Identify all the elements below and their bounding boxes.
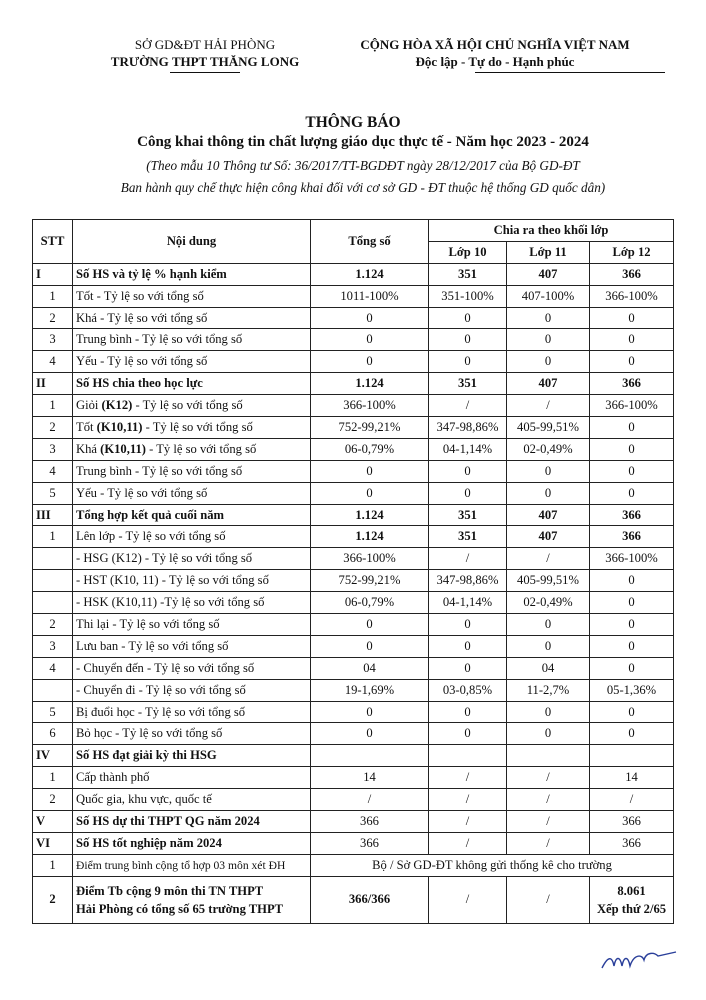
content-text: - Tỷ lệ so với tổng số xyxy=(142,419,253,434)
cell-g10: 0 xyxy=(429,701,507,723)
cell-content: Tổng hợp kết quả cuối năm xyxy=(73,504,311,526)
cell-total: 0 xyxy=(311,307,429,329)
nation-motto: Độc lập - Tự do - Hạnh phúc xyxy=(415,54,575,69)
cell-stt xyxy=(33,548,73,570)
cell-total: 06-0,79% xyxy=(311,438,429,460)
cell-stt: 2 xyxy=(33,789,73,811)
cell-g10: / xyxy=(429,811,507,833)
table-row xyxy=(33,263,674,285)
cell-g12: 0 xyxy=(590,614,674,636)
content-line: Điểm Tb cộng 9 môn thi TN THPT xyxy=(76,883,264,898)
cell-g12 xyxy=(590,876,674,923)
cell-g10: 351 xyxy=(429,526,507,548)
cell-g10: 0 xyxy=(429,460,507,482)
cell-stt: 2 xyxy=(33,614,73,636)
cell-g12: 0 xyxy=(590,482,674,504)
cell-stt: 3 xyxy=(33,329,73,351)
cell-g12: 0 xyxy=(590,657,674,679)
cell-g10: 04-1,14% xyxy=(429,592,507,614)
cell-g12: 05-1,36% xyxy=(590,679,674,701)
table-row xyxy=(33,876,674,923)
cell-content: Tốt - Tỷ lệ so với tổng số xyxy=(73,285,311,307)
cell-g12: 14 xyxy=(590,767,674,789)
header-grade-11: Lớp 11 xyxy=(507,241,590,263)
content-text: Giỏi xyxy=(76,398,102,413)
cell-content: Điểm trung bình cộng tổ hợp 03 môn xét ĐH xyxy=(73,854,311,876)
cell-total: 1.124 xyxy=(311,526,429,548)
cell-total: 1.124 xyxy=(311,263,429,285)
cell-g11: 11-2,7% xyxy=(507,679,590,701)
cell-g10: 0 xyxy=(429,614,507,636)
cell-g11: 407 xyxy=(507,526,590,548)
cell-g10: / xyxy=(429,876,507,923)
cell-content: Cấp thành phố xyxy=(73,767,311,789)
table-row xyxy=(33,701,674,723)
cell-stt: 1 xyxy=(33,395,73,417)
cell-g11: / xyxy=(507,395,590,417)
cell-g12: 366 xyxy=(590,373,674,395)
cell-content: Yếu - Tỷ lệ so với tổng số xyxy=(73,482,311,504)
cell-g11: / xyxy=(507,811,590,833)
cell-g12: 0 xyxy=(590,723,674,745)
cell-total: 366-100% xyxy=(311,395,429,417)
cell-g10: 347-98,86% xyxy=(429,417,507,439)
header-split: Chia ra theo khối lớp xyxy=(429,220,674,242)
cell-g12: / xyxy=(590,789,674,811)
cell-g10: 351 xyxy=(429,373,507,395)
ranking-value: Xếp thứ 2/65 xyxy=(596,901,667,916)
cell-g12 xyxy=(590,745,674,767)
table-row xyxy=(33,854,674,876)
cell-stt: 5 xyxy=(33,482,73,504)
cell-stt: 5 xyxy=(33,701,73,723)
table-row xyxy=(33,417,674,439)
cell-content: Lưu ban - Tỷ lệ so với tổng số xyxy=(73,635,311,657)
cell-content: Số HS dự thi THPT QG năm 2024 xyxy=(73,811,311,833)
table-row xyxy=(33,679,674,701)
cell-g11: / xyxy=(507,548,590,570)
school-name: TRƯỜNG THPT THĂNG LONG xyxy=(110,54,300,69)
table-row xyxy=(33,307,674,329)
cell-content xyxy=(73,395,311,417)
cell-g11: 04 xyxy=(507,657,590,679)
cell-g10: 351-100% xyxy=(429,285,507,307)
table-row xyxy=(33,351,674,373)
cell-content: Bỏ học - Tỷ lệ so với tổng số xyxy=(73,723,311,745)
doc-title: THÔNG BÁO xyxy=(305,114,401,131)
cell-g12: 0 xyxy=(590,438,674,460)
cell-content: Quốc gia, khu vực, quốc tế xyxy=(73,789,311,811)
cell-g12: 0 xyxy=(590,307,674,329)
cell-g12: 366-100% xyxy=(590,285,674,307)
cell-stt: II xyxy=(33,373,73,395)
content-text: Tốt xyxy=(76,419,97,434)
cell-stt: 3 xyxy=(33,635,73,657)
table-row xyxy=(33,592,674,614)
cell-g11: 0 xyxy=(507,614,590,636)
cell-g11: 0 xyxy=(507,482,590,504)
cell-content: Số HS chia theo học lực xyxy=(73,373,311,395)
doc-note-1: (Theo mẫu 10 Thông tư Số: 36/2017/TT-BGDĐT ngày 28/12/2017 của Bộ GD-ĐT xyxy=(146,158,580,173)
cell-stt: VI xyxy=(33,832,73,854)
cell-g10: 03-0,85% xyxy=(429,679,507,701)
cell-g10: / xyxy=(429,395,507,417)
content-text: - Tỷ lệ so với tổng số xyxy=(132,398,243,413)
cell-total: 06-0,79% xyxy=(311,592,429,614)
cell-g12: 366-100% xyxy=(590,395,674,417)
table-row xyxy=(33,548,674,570)
cell-g10: 0 xyxy=(429,307,507,329)
doc-note-2: Ban hành quy chế thực hiện công khai đối với cơ sở GD - ĐT thuộc hệ thống GD quốc dân) xyxy=(120,180,606,195)
cell-stt: I xyxy=(33,263,73,285)
cell-g11: 0 xyxy=(507,329,590,351)
cell-stt: 3 xyxy=(33,438,73,460)
table-row xyxy=(33,329,674,351)
cell-g12: 0 xyxy=(590,329,674,351)
cell-g12: 366 xyxy=(590,811,674,833)
cell-g12: 366 xyxy=(590,504,674,526)
cell-g11: 405-99,51% xyxy=(507,417,590,439)
cell-stt xyxy=(33,570,73,592)
cell-g10: / xyxy=(429,789,507,811)
table-row xyxy=(33,635,674,657)
cell-g12: 0 xyxy=(590,592,674,614)
cell-g11: / xyxy=(507,789,590,811)
cell-g11: 407 xyxy=(507,504,590,526)
cell-g12: 366-100% xyxy=(590,548,674,570)
signature-icon xyxy=(598,948,678,974)
table-row xyxy=(33,482,674,504)
cell-g12: 0 xyxy=(590,351,674,373)
cell-g10: 347-98,86% xyxy=(429,570,507,592)
cell-total: 0 xyxy=(311,329,429,351)
content-line: Hải Phòng có tổng số 65 trường THPT xyxy=(76,901,284,916)
table-row xyxy=(33,460,674,482)
cell-content: Lên lớp - Tỷ lệ so với tổng số xyxy=(73,526,311,548)
cell-total: 366 xyxy=(311,832,429,854)
content-text: Khá xyxy=(76,441,101,456)
table-row xyxy=(33,285,674,307)
cell-g10: 351 xyxy=(429,263,507,285)
cell-total: 0 xyxy=(311,701,429,723)
content-text: - Tỷ lệ so với tổng số xyxy=(145,441,257,456)
quality-table xyxy=(32,219,674,924)
cell-content: Khá - Tỷ lệ so với tổng số xyxy=(73,307,311,329)
cell-g11: 407 xyxy=(507,263,590,285)
cell-total: 1011-100% xyxy=(311,285,429,307)
cell-content xyxy=(73,417,311,439)
cell-g12: 0 xyxy=(590,570,674,592)
cell-stt: 1 xyxy=(33,767,73,789)
cell-stt: 4 xyxy=(33,351,73,373)
header-total: Tổng số xyxy=(311,220,429,264)
cell-g10: 351 xyxy=(429,504,507,526)
cell-merged-note: Bộ / Sở GD-ĐT không gửi thống kê cho trường xyxy=(311,854,674,876)
table-row xyxy=(33,438,674,460)
cell-stt: 4 xyxy=(33,460,73,482)
cell-content: Số HS tốt nghiệp năm 2024 xyxy=(73,832,311,854)
cell-total: 1.124 xyxy=(311,373,429,395)
cell-total: / xyxy=(311,789,429,811)
cell-g12: 0 xyxy=(590,635,674,657)
table-row xyxy=(33,526,674,548)
cell-g11: / xyxy=(507,832,590,854)
cell-g12: 366 xyxy=(590,263,674,285)
cell-g11: / xyxy=(507,876,590,923)
content-bold: (K10,11) xyxy=(100,441,146,456)
nation-name: CỘNG HÒA XÃ HỘI CHỦ NGHĨA VIỆT NAM xyxy=(360,37,630,52)
cell-total: 752-99,21% xyxy=(311,570,429,592)
underline xyxy=(475,72,665,73)
cell-g10: 0 xyxy=(429,723,507,745)
cell-g11: 0 xyxy=(507,723,590,745)
cell-total: 366/366 xyxy=(311,876,429,923)
cell-content: Bị đuổi học - Tỷ lệ so với tổng số xyxy=(73,701,311,723)
cell-total: 1.124 xyxy=(311,504,429,526)
cell-total: 19-1,69% xyxy=(311,679,429,701)
cell-g12: 0 xyxy=(590,417,674,439)
table-row xyxy=(33,811,674,833)
cell-g10: / xyxy=(429,767,507,789)
department-name: SỞ GD&ĐT HẢI PHÒNG xyxy=(134,37,276,52)
cell-g10: 0 xyxy=(429,482,507,504)
cell-g11: 407-100% xyxy=(507,285,590,307)
cell-g11: 0 xyxy=(507,701,590,723)
cell-content: - HST (K10, 11) - Tỷ lệ so với tổng số xyxy=(73,570,311,592)
cell-content xyxy=(73,438,311,460)
cell-content xyxy=(73,876,311,923)
table-row xyxy=(33,614,674,636)
cell-content: Thi lại - Tỷ lệ so với tổng số xyxy=(73,614,311,636)
cell-g11: 407 xyxy=(507,373,590,395)
content-bold: (K10,11) xyxy=(96,419,143,434)
cell-g10: 0 xyxy=(429,635,507,657)
cell-g11 xyxy=(507,745,590,767)
content-bold: (K12) xyxy=(101,398,133,413)
cell-g12: 366 xyxy=(590,526,674,548)
cell-total xyxy=(311,745,429,767)
cell-stt: 6 xyxy=(33,723,73,745)
cell-total: 14 xyxy=(311,767,429,789)
cell-g11: 405-99,51% xyxy=(507,570,590,592)
cell-total: 366-100% xyxy=(311,548,429,570)
underline xyxy=(170,72,240,73)
nation-block xyxy=(325,36,665,73)
cell-g12: 0 xyxy=(590,701,674,723)
cell-stt: 1 xyxy=(33,285,73,307)
header-grade-12: Lớp 12 xyxy=(590,241,674,263)
cell-g11: 02-0,49% xyxy=(507,438,590,460)
table-row xyxy=(33,395,674,417)
cell-total: 0 xyxy=(311,614,429,636)
table-row xyxy=(33,504,674,526)
cell-total: 0 xyxy=(311,635,429,657)
cell-total: 366 xyxy=(311,811,429,833)
table-row xyxy=(33,657,674,679)
cell-stt: 1 xyxy=(33,526,73,548)
cell-content: Yếu - Tỷ lệ so với tổng số xyxy=(73,351,311,373)
cell-total: 0 xyxy=(311,351,429,373)
doc-subtitle: Công khai thông tin chất lượng giáo dục thực tế - Năm học 2023 - 2024 xyxy=(137,134,589,150)
table-row xyxy=(33,723,674,745)
table-row xyxy=(33,789,674,811)
cell-stt xyxy=(33,679,73,701)
header-grade-10: Lớp 10 xyxy=(429,241,507,263)
cell-stt: III xyxy=(33,504,73,526)
cell-content: - HSK (K10,11) -Tỷ lệ so với tổng số xyxy=(73,592,311,614)
cell-stt xyxy=(33,592,73,614)
cell-g10: 0 xyxy=(429,329,507,351)
cell-total: 0 xyxy=(311,460,429,482)
cell-content: Số HS và tỷ lệ % hạnh kiểm xyxy=(73,263,311,285)
issuer-block xyxy=(95,36,315,73)
cell-total: 0 xyxy=(311,482,429,504)
score-value: 8.061 xyxy=(617,883,646,898)
cell-content: - Chuyển đi - Tỷ lệ so với tổng số xyxy=(73,679,311,701)
cell-g10 xyxy=(429,745,507,767)
cell-total: 04 xyxy=(311,657,429,679)
cell-stt: 2 xyxy=(33,876,73,923)
cell-g11: / xyxy=(507,767,590,789)
cell-g10: 04-1,14% xyxy=(429,438,507,460)
cell-g12: 0 xyxy=(590,460,674,482)
cell-stt: 2 xyxy=(33,307,73,329)
cell-g11: 0 xyxy=(507,635,590,657)
cell-g11: 0 xyxy=(507,351,590,373)
header-content: Nội dung xyxy=(73,220,311,264)
table-row xyxy=(33,767,674,789)
header-stt: STT xyxy=(33,220,73,264)
cell-g11: 02-0,49% xyxy=(507,592,590,614)
cell-g12: 366 xyxy=(590,832,674,854)
cell-g10: 0 xyxy=(429,657,507,679)
cell-g11: 0 xyxy=(507,460,590,482)
cell-content: - HSG (K12) - Tỷ lệ so với tổng số xyxy=(73,548,311,570)
table-row xyxy=(33,570,674,592)
cell-g10: / xyxy=(429,832,507,854)
cell-content: Trung bình - Tỷ lệ so với tổng số xyxy=(73,460,311,482)
cell-content: Trung bình - Tỷ lệ so với tổng số xyxy=(73,329,311,351)
cell-stt: 1 xyxy=(33,854,73,876)
cell-stt: 2 xyxy=(33,417,73,439)
table-row xyxy=(33,373,674,395)
cell-content: Số HS đạt giải kỳ thi HSG xyxy=(73,745,311,767)
cell-g10: / xyxy=(429,548,507,570)
cell-total: 752-99,21% xyxy=(311,417,429,439)
table-row xyxy=(33,745,674,767)
cell-stt: IV xyxy=(33,745,73,767)
cell-stt: V xyxy=(33,811,73,833)
cell-g11: 0 xyxy=(507,307,590,329)
table-row xyxy=(33,832,674,854)
cell-stt: 4 xyxy=(33,657,73,679)
cell-total: 0 xyxy=(311,723,429,745)
cell-content: - Chuyển đến - Tỷ lệ so với tổng số xyxy=(73,657,311,679)
cell-g10: 0 xyxy=(429,351,507,373)
